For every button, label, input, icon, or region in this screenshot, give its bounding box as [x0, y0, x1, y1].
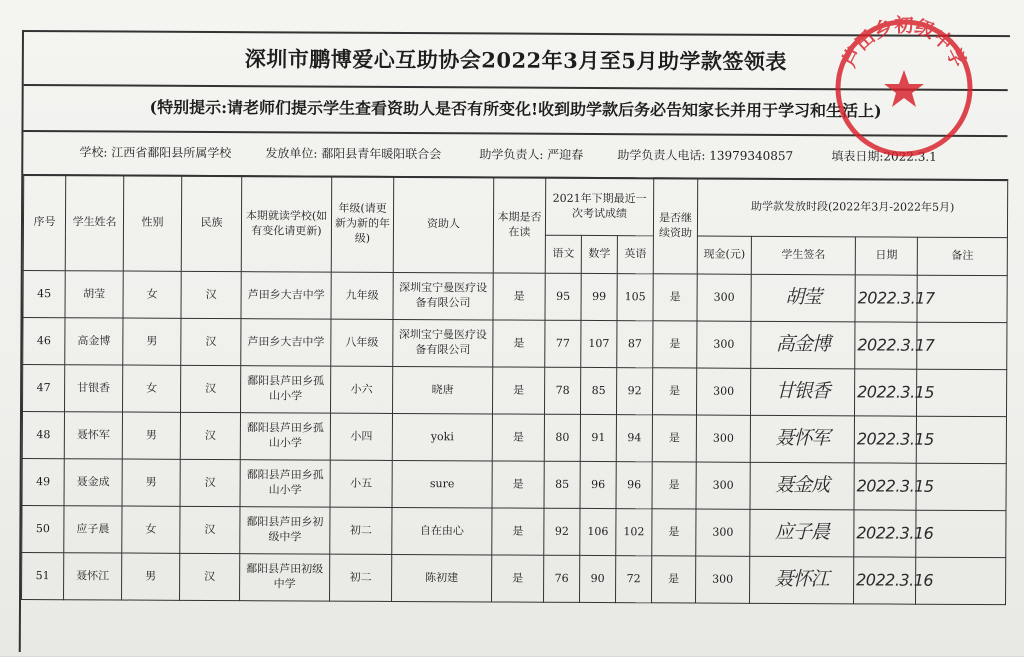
cell-math: 91 [580, 414, 616, 461]
header-remark: 备注 [917, 237, 1007, 275]
cell-sponsor: 深圳宝宁曼医疗设备有限公司 [393, 272, 493, 320]
cell-enrolled: 是 [493, 273, 545, 320]
cell-signature: 聂怀军 [750, 415, 854, 463]
header-school: 本期就读学校(如有变化请更新) [241, 176, 332, 272]
cell-name: 甘银香 [65, 365, 123, 412]
header-cash: 现金(元) [697, 236, 751, 274]
table-row [23, 318, 1007, 370]
cell-math: 99 [581, 273, 617, 320]
cell-gender: 女 [122, 506, 180, 553]
cell-name: 聂金成 [64, 459, 122, 506]
cell-cash: 300 [697, 274, 751, 321]
cell-ethnicity: 汉 [180, 506, 240, 553]
cell-grade: 初二 [330, 554, 392, 601]
cell-school: 芦田乡大吉中学 [241, 319, 331, 366]
cell-gender: 女 [123, 365, 181, 412]
cell-chinese: 92 [544, 508, 580, 555]
header-date: 日期 [855, 237, 917, 275]
cell-date: 2022.3.17 [855, 322, 917, 369]
cell-name: 应子晨 [64, 506, 122, 553]
cell-ethnicity: 汉 [180, 459, 240, 506]
table-row [22, 459, 1006, 511]
cell-signature: 聂金成 [750, 462, 854, 510]
cell-chinese: 76 [544, 555, 580, 602]
cell-school: 鄱阳县芦田乡孤山小学 [240, 413, 330, 460]
cell-sponsor: sure [392, 460, 492, 508]
header-chinese: 语文 [545, 235, 581, 273]
table-row [23, 271, 1007, 323]
cell-date: 2022.3.15 [854, 463, 916, 510]
cell-english: 72 [616, 556, 652, 603]
cell-seq: 49 [22, 459, 64, 506]
cell-seq: 45 [23, 271, 65, 318]
cell-grade: 小四 [330, 413, 392, 460]
cell-gender: 男 [122, 459, 180, 506]
header-signature: 学生签名 [751, 236, 855, 275]
cell-math: 90 [580, 555, 616, 602]
cell-chinese: 85 [544, 461, 580, 508]
special-notice: (特别提示:请老师们提示学生查看资助人是否有所变化!收到助学款后务必告知家长并用于学习和生活上) [23, 84, 1007, 137]
header-grade: 年级(请更新为新的年级) [331, 176, 394, 272]
cell-cash: 300 [696, 509, 750, 556]
header-continue: 是否继续资助 [653, 178, 698, 274]
header-name: 学生姓名 [65, 175, 124, 271]
header-enrolled: 本期是否在读 [493, 177, 546, 273]
cell-sponsor: 自在由心 [392, 507, 492, 555]
header-sponsor: 资助人 [393, 176, 494, 273]
cell-name: 聂怀江 [64, 553, 122, 600]
cell-gender: 男 [123, 318, 181, 365]
cell-cash: 300 [696, 462, 750, 509]
cell-grade: 九年级 [331, 272, 393, 319]
header-seq: 序号 [23, 175, 66, 271]
cell-sponsor: 晓唐 [392, 366, 492, 414]
cell-date: 2022.3.16 [854, 510, 916, 557]
cell-gender: 女 [123, 271, 181, 318]
cell-ethnicity: 汉 [180, 553, 240, 600]
cell-school: 鄱阳县芦田初级中学 [240, 554, 330, 601]
cell-math: 85 [580, 367, 616, 414]
cell-school: 芦田乡大吉中学 [241, 272, 331, 319]
cell-cash: 300 [696, 556, 750, 603]
cell-sponsor: 陈初建 [392, 554, 492, 602]
cell-ethnicity: 汉 [181, 271, 241, 318]
cell-cash: 300 [696, 415, 750, 462]
cell-school: 鄱阳县芦田乡孤山小学 [240, 366, 330, 413]
cell-continue: 是 [652, 415, 696, 462]
meta-person: 助学负责人: 严迎春 [479, 147, 584, 162]
cell-gender: 男 [122, 412, 180, 459]
cell-enrolled: 是 [492, 414, 544, 461]
cell-date: 2022.3.17 [855, 275, 917, 322]
cell-continue: 是 [652, 556, 696, 603]
star-icon [884, 70, 924, 107]
cell-enrolled: 是 [493, 320, 545, 367]
cell-signature: 应子晨 [750, 509, 854, 557]
cell-signature: 胡莹 [751, 274, 855, 322]
header-payment: 助学款发放时段(2022年3月-2022年5月) [697, 178, 1007, 238]
cell-enrolled: 是 [492, 367, 544, 414]
header-scores: 2021年下期最近一次考试成绩 [545, 177, 653, 236]
cell-grade: 八年级 [331, 319, 393, 366]
cell-english: 105 [617, 274, 653, 321]
meta-date: 填表日期:2022.3.1 [831, 149, 937, 164]
cell-name: 高金博 [65, 318, 123, 365]
cell-name: 聂怀军 [64, 412, 122, 459]
header-ethnicity: 民族 [181, 175, 242, 271]
school-seal-stamp [830, 14, 978, 162]
meta-school: 学校: 江西省鄱阳县所属学校 [79, 145, 232, 161]
meta-phone: 助学负责人电话: 13979340857 [617, 148, 794, 164]
header-gender: 性别 [123, 175, 182, 271]
form-title: 深圳市鹏博爱心互助协会2022年3月至5月助学款签领表 [24, 32, 1008, 91]
cell-english: 96 [616, 462, 652, 509]
cell-date: 2022.3.15 [855, 369, 917, 416]
cell-continue: 是 [652, 509, 696, 556]
cell-seq: 50 [22, 506, 64, 553]
cell-seq: 46 [23, 318, 65, 365]
cell-english: 92 [616, 368, 652, 415]
cell-ethnicity: 汉 [181, 365, 241, 412]
cell-signature: 聂怀江 [750, 556, 854, 604]
cell-school: 鄱阳县芦田乡初级中学 [240, 507, 330, 554]
cell-sponsor: yoki [392, 413, 492, 461]
cell-math: 107 [581, 320, 617, 367]
cell-cash: 300 [697, 321, 751, 368]
cell-continue: 是 [653, 368, 697, 415]
cell-seq: 48 [22, 412, 64, 459]
table-row [22, 553, 1006, 605]
cell-continue: 是 [652, 462, 696, 509]
header-math: 数学 [581, 235, 617, 273]
cell-date: 2022.3.16 [854, 557, 916, 604]
cell-enrolled: 是 [492, 555, 544, 602]
meta-issuer: 发放单位: 鄱阳县青年暖阳联合会 [265, 146, 442, 162]
cell-name: 胡莹 [65, 271, 123, 318]
cell-chinese: 78 [544, 367, 580, 414]
table-row [22, 506, 1006, 558]
cell-continue: 是 [653, 321, 697, 368]
cell-math: 96 [580, 461, 616, 508]
cell-ethnicity: 汉 [180, 412, 240, 459]
cell-seq: 47 [23, 365, 65, 412]
cell-date: 2022.3.15 [854, 416, 916, 463]
seal-text: 芦田乡初级中学 [838, 14, 970, 71]
cell-math: 106 [580, 508, 616, 555]
cell-enrolled: 是 [492, 461, 544, 508]
cell-chinese: 80 [544, 414, 580, 461]
table-row [22, 412, 1006, 464]
cell-chinese: 95 [545, 273, 581, 320]
cell-chinese: 77 [545, 320, 581, 367]
header-english: 英语 [617, 236, 653, 274]
cell-signature: 甘银香 [751, 368, 855, 416]
cell-ethnicity: 汉 [181, 318, 241, 365]
table-row [23, 365, 1007, 417]
cell-signature: 高金博 [751, 321, 855, 369]
cell-enrolled: 是 [492, 508, 544, 555]
cell-grade: 小六 [330, 366, 392, 413]
cell-continue: 是 [653, 274, 697, 321]
cell-english: 94 [616, 415, 652, 462]
cell-english: 102 [616, 509, 652, 556]
cell-english: 87 [617, 321, 653, 368]
student-table [21, 174, 1008, 605]
cell-grade: 初二 [330, 507, 392, 554]
cell-gender: 男 [122, 553, 180, 600]
cell-grade: 小五 [330, 460, 392, 507]
cell-seq: 51 [22, 553, 64, 600]
cell-sponsor: 深圳宝宁曼医疗设备有限公司 [393, 319, 493, 367]
cell-school: 鄱阳县芦田乡孤山小学 [240, 460, 330, 507]
cell-cash: 300 [697, 368, 751, 415]
table-header [23, 175, 1008, 276]
